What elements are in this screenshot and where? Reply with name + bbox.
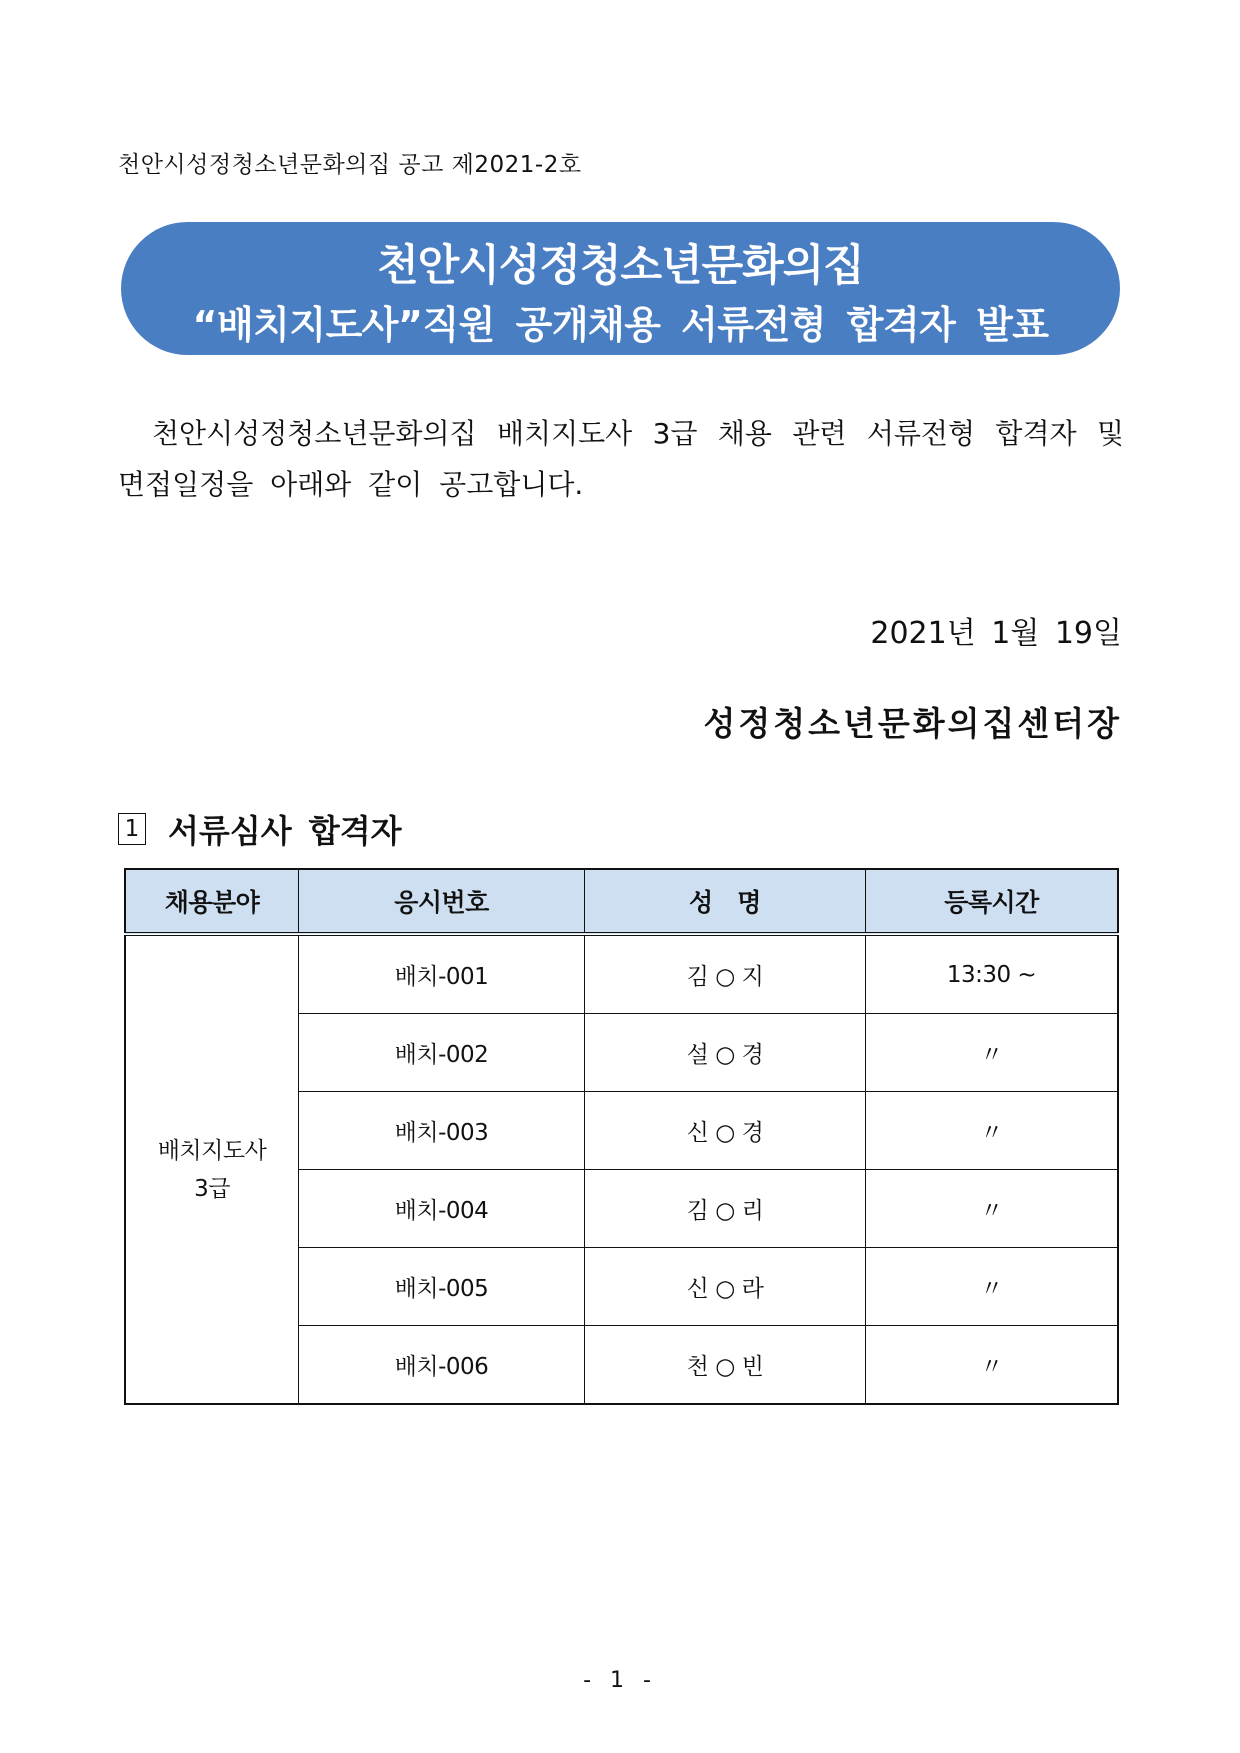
applicant-name: 천 ○ 빈 (585, 1326, 866, 1405)
banner-title: 천안시성정청소년문화의집 (377, 241, 864, 291)
signer: 성정청소년문화의집센터장 (703, 704, 1122, 743)
announcement-date: 2021년 1월 19일 (870, 616, 1122, 651)
section-title: 서류심사 합격자 (168, 812, 402, 850)
title-banner (121, 222, 1120, 355)
register-time: 〃 (866, 1170, 1119, 1248)
applicant-name: 설 ○ 경 (585, 1014, 866, 1092)
field-line-1: 배치지도사 (157, 1137, 267, 1164)
applicant-id: 배치-002 (299, 1014, 585, 1092)
applicant-name: 신 ○ 경 (585, 1092, 866, 1170)
applicant-name: 김 ○ 리 (585, 1170, 866, 1248)
header-name: 성 명 (585, 869, 866, 934)
register-time: 〃 (866, 1248, 1119, 1326)
applicant-id: 배치-001 (299, 934, 585, 1014)
applicant-id: 배치-003 (299, 1092, 585, 1170)
register-time: 〃 (866, 1326, 1119, 1405)
applicant-id: 배치-006 (299, 1326, 585, 1405)
register-time: 〃 (866, 1092, 1119, 1170)
header-id: 응시번호 (299, 869, 585, 934)
applicant-name: 김 ○ 지 (585, 934, 866, 1014)
banner-subtitle: “배치지도사”직원 공개채용 서류전형 합격자 발표 (192, 303, 1049, 347)
field-cell (125, 934, 299, 1404)
register-time: 13:30 ~ (866, 934, 1119, 1014)
header-time: 등록시간 (866, 869, 1119, 934)
intro-text: 천안시성정청소년문화의집 배치지도사 3급 채용 관련 서류전형 합격자 및 면접일정을 아래와 같이 공고합니다. (118, 417, 1124, 501)
intro-paragraph (118, 408, 1124, 510)
applicant-id: 배치-005 (299, 1248, 585, 1326)
applicant-id: 배치-004 (299, 1170, 585, 1248)
register-time: 〃 (866, 1014, 1119, 1092)
notice-number: 천안시성정청소년문화의집 공고 제2021-2호 (118, 152, 582, 178)
header-field: 채용분야 (125, 869, 299, 934)
section-heading (118, 806, 402, 852)
field-line-2: 3급 (194, 1175, 230, 1202)
table-row (125, 934, 1118, 1014)
results-table (124, 868, 1119, 1405)
page-number: - 1 - (583, 1668, 657, 1693)
applicant-name: 신 ○ 라 (585, 1248, 866, 1326)
table-header-row (125, 869, 1118, 934)
section-number: 1 (118, 813, 146, 845)
